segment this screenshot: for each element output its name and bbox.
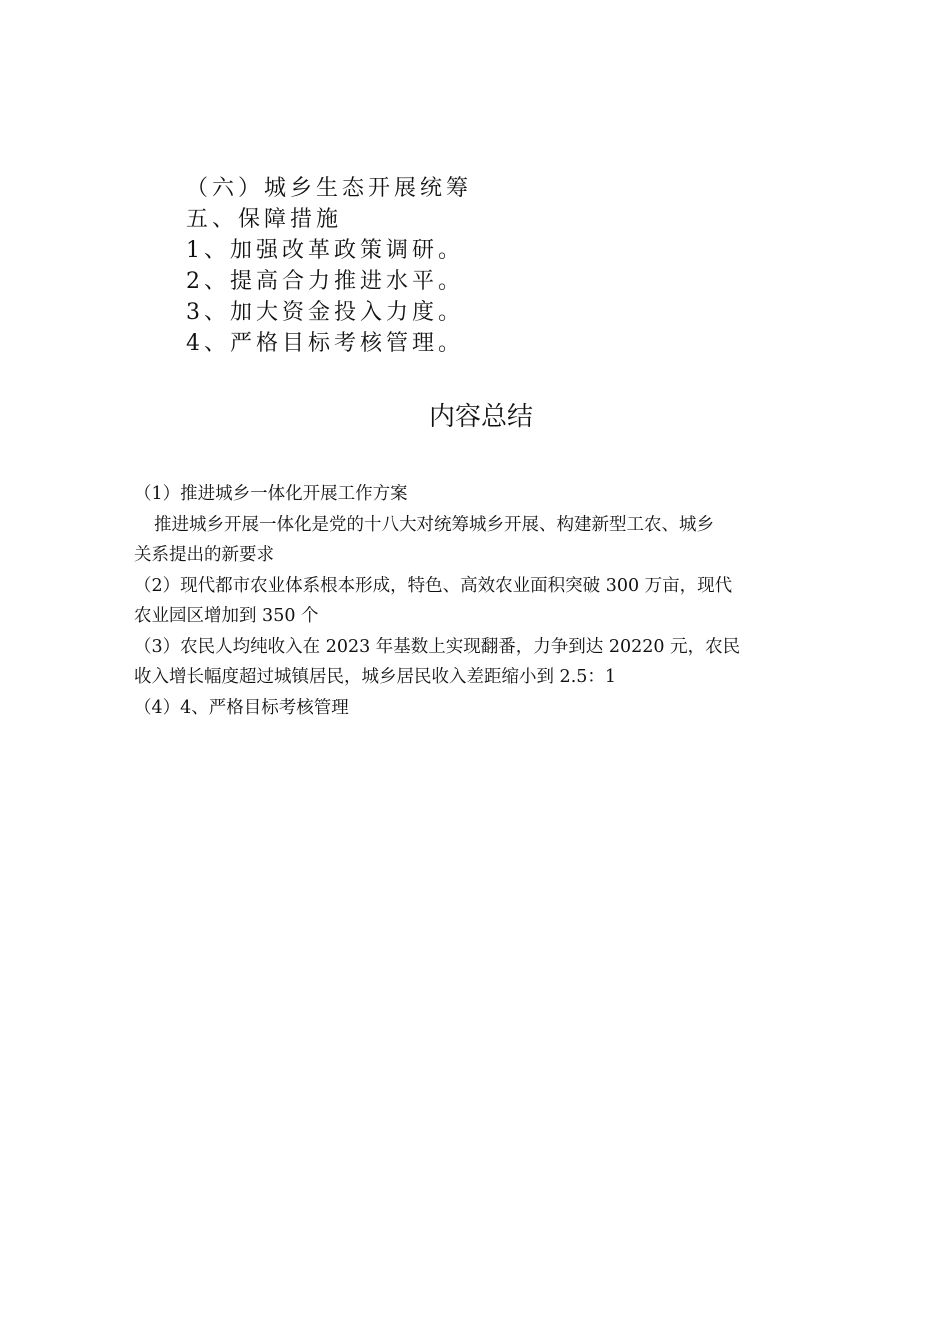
summary-line: 推进城乡开展一体化是党的十八大对统筹城乡开展、构建新型工农、城乡 (154, 514, 714, 535)
outline-item-4: 4、严格目标考核管理。 (186, 331, 464, 356)
summary-line: 关系提出的新要求 (134, 545, 274, 565)
summary-line: （3）农民人均纯收入在 2023 年基数上实现翻番，力争到达 20220 元，农民 (134, 636, 741, 657)
outline-heading-safeguards: 五、保障措施 (186, 207, 343, 232)
outline-item-3: 3、加大资金投入力度。 (186, 300, 464, 325)
outline-item-2: 2、提高合力推进水平。 (186, 269, 464, 294)
summary-line: （2）现代都市农业体系根本形成，特色、高效农业面积突破 300 万亩，现代 (134, 575, 733, 596)
summary-line: 农业园区增加到 350 个 (134, 606, 319, 626)
outline-heading-ecology: （六）城乡生态开展统筹 (186, 176, 473, 201)
summary-line: 收入增长幅度超过城镇居民，城乡居民收入差距缩小到 2.5：1 (134, 667, 617, 687)
summary-line: （1）推进城乡一体化开展工作方案 (134, 484, 408, 504)
outline-section (186, 173, 826, 359)
summary-section (134, 479, 834, 723)
outline-item-1: 1、加强改革政策调研。 (186, 238, 464, 263)
summary-title: 内容总结 (428, 402, 533, 432)
summary-line: （4）4、严格目标考核管理 (134, 697, 349, 718)
